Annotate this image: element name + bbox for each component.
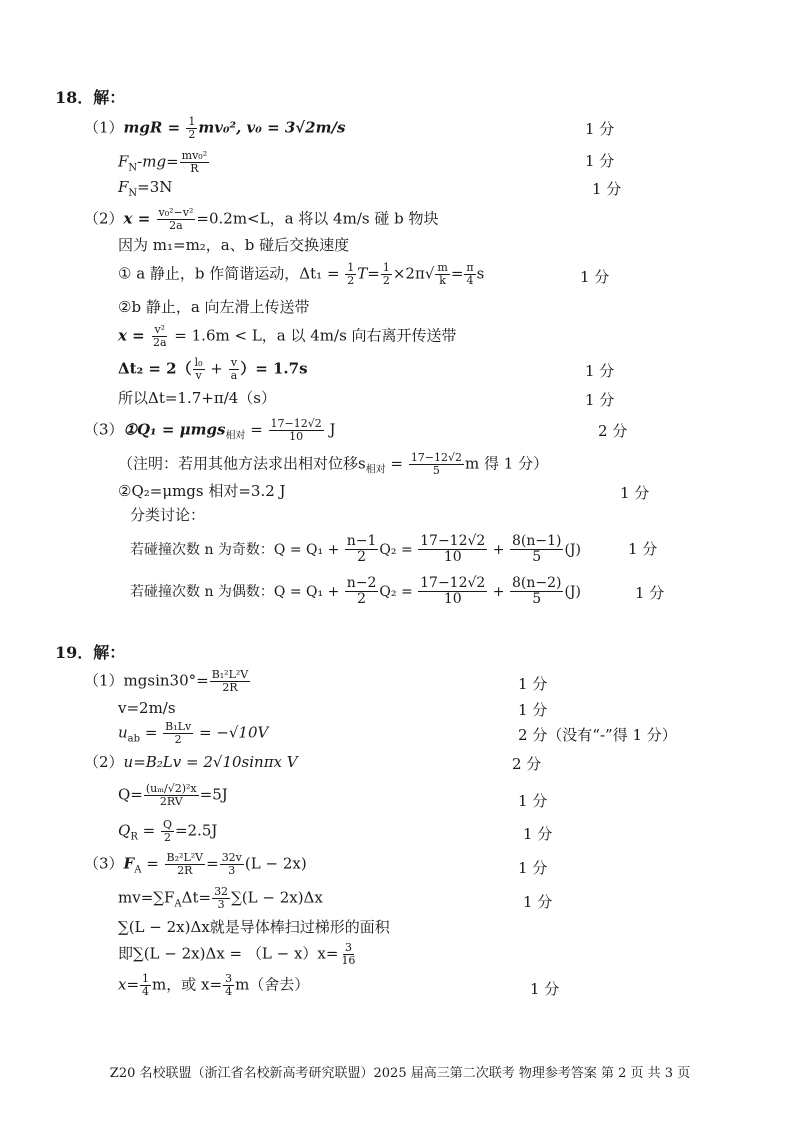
score: 1 分 [523, 893, 553, 911]
q19-part3-eq4: 即∑(L − 2x)Δx = （L − x）x= $\frac{3}{16}$ [118, 941, 356, 968]
q19-header: 19．解： [55, 643, 126, 662]
eq-text: mgR = [123, 118, 186, 137]
q19-part2-eq2: Q= $\frac{\text{(uₘ/√2)²x}}{2RV}$ =5J [118, 782, 228, 809]
q19-part3-eq3: ∑(L − 2x)Δx就是导体棒扫过梯形的面积 [118, 918, 390, 936]
q18-part2-x2: x = $\frac{\text{v²}}{2a}$ = 1.6m < L，a 以 4m/s 向右离开传送带 [118, 323, 457, 350]
fraction: $\frac{1}{2}$ [188, 115, 196, 142]
score: 1 分 [585, 362, 615, 380]
q18-part2-x: （2）x = $\frac{\text{v₀²−v²}}{2a}$ =0.2m<L，a 将以 4m/s 碰 b 物块 [84, 206, 439, 233]
score: 1 分 [518, 675, 548, 693]
fraction: $\frac{\text{mv₀²}}{R}$ [181, 149, 208, 176]
score: 1 分 [620, 484, 650, 502]
q19-part3-eq2: $mv=\sum F_A\Delta t=$ $\frac{32}{3}$ ∑(L − 2x)Δx [118, 885, 323, 912]
q18-part1-eq2: $F_N-mg=$ $\frac{\text{mv₀²}}{R}$ [118, 149, 208, 176]
score: 2 分 [512, 755, 542, 773]
q18-part2-total: 所以Δt=1.7+π/4（s） [118, 389, 277, 407]
score: 1 分 [585, 391, 615, 409]
score: 2 分 [598, 422, 628, 440]
q19-part3-eq1: $(3)F_A$ = $\frac{\text{B₂²L²V}}{2R}$ = $\frac{32v}{3}$ (L − 2x) [84, 851, 307, 878]
q18-part3-note: （注明：若用其他方法求出相对位移$s_{相对}$ = $\frac{17-12√2}{5}$ m 得 1 分） [118, 451, 549, 478]
q18-part3-odd: 若碰撞次数 n 为奇数：Q = Q₁ + $\frac{n-1}{2}$ Q₂ = $\frac{17-12√2}{10}$ + $\frac{8(n-1)}{5}$ (J) [130, 533, 582, 566]
score: 2 分（没有“-”得 1 分） [518, 726, 677, 744]
q18-part2-dt2: Δt₂ = 2（ $\frac{\text{l₀}}{v}$ + $\frac{v}{a}$ ）= 1.7s [118, 356, 308, 383]
q19-part1-eq2: v=2m/s [118, 699, 176, 717]
q19-part2-eq3: $Q_R$ = $\frac{Q}{2}$ =2.5J [118, 818, 218, 845]
score: 1 分 [530, 980, 560, 998]
score: 1 分 [518, 701, 548, 719]
q18-part1-eq1 [84, 116, 345, 141]
q18-part3-q1: （3）①Q₁ = μmgs$_{相对}$ = $\frac{17-12√2}{10}$ J [84, 417, 336, 444]
part-label: （1） [84, 118, 124, 137]
score: 1 分 [580, 268, 610, 286]
page-footer: Z20 名校联盟（浙江省名校新高考研究联盟）2025 届高三第二次联考 物理参考答案 第 2 页 共 3 页 [109, 1066, 691, 1081]
eq-text: mv₀², v₀ = 3√2m/s [198, 118, 346, 137]
q18-part3-q2: ②Q₂=μmgs 相对=3.2 J [118, 482, 286, 500]
score: 1 分 [523, 825, 553, 843]
q19-part1-eq1: （1）mgsin30°= $\frac{\text{B₁²L²V}}{2R}$ [84, 668, 249, 695]
q18-header: 18．解： [55, 88, 126, 107]
score: 1 分 [635, 584, 665, 602]
q19-part3-eq5: x= $\frac{1}{4}$ m，或 x= $\frac{3}{4}$ m（舍去） [118, 972, 310, 999]
score: 1 分 [518, 792, 548, 810]
fraction: $\frac{\text{v₀²−v²}}{2a}$ [158, 206, 194, 233]
q19-part2-eq1: （2）u=B₂Lv = 2√10sinπx V [84, 753, 298, 771]
q18-part3-classify: 分类讨论： [130, 506, 206, 524]
score: 1 分 [628, 540, 658, 558]
q18-part3-even: 若碰撞次数 n 为偶数：Q = Q₁ + $\frac{n-2}{2}$ Q₂ = $\frac{17-12√2}{10}$ + $\frac{8(n-2)}{5}$ (J) [130, 575, 582, 608]
score: 1 分 [585, 152, 615, 170]
q18-part2-case1: ① a 静止，b 作简谐运动，Δt₁ = $\frac{1}{2}$ T= $\frac{1}{2}$ ×2π√ $\frac{m}{k}$ = $\frac{\pi}{4}$ s [118, 261, 485, 288]
q19-part1-eq3: $u_{ab}$ = $\frac{\text{B₁Lv}}{2}$ = −√10V [118, 720, 269, 747]
q18-part1-eq3: $F_N=3N$ [118, 178, 173, 199]
q18-part2-swap: 因为 m₁=m₂，a、b 碰后交换速度 [118, 236, 350, 254]
score: 1 分 [585, 120, 615, 138]
score: 1 分 [592, 180, 622, 198]
q18-part2-case2: ②b 静止，a 向左滑上传送带 [118, 298, 310, 316]
score: 1 分 [518, 859, 548, 877]
